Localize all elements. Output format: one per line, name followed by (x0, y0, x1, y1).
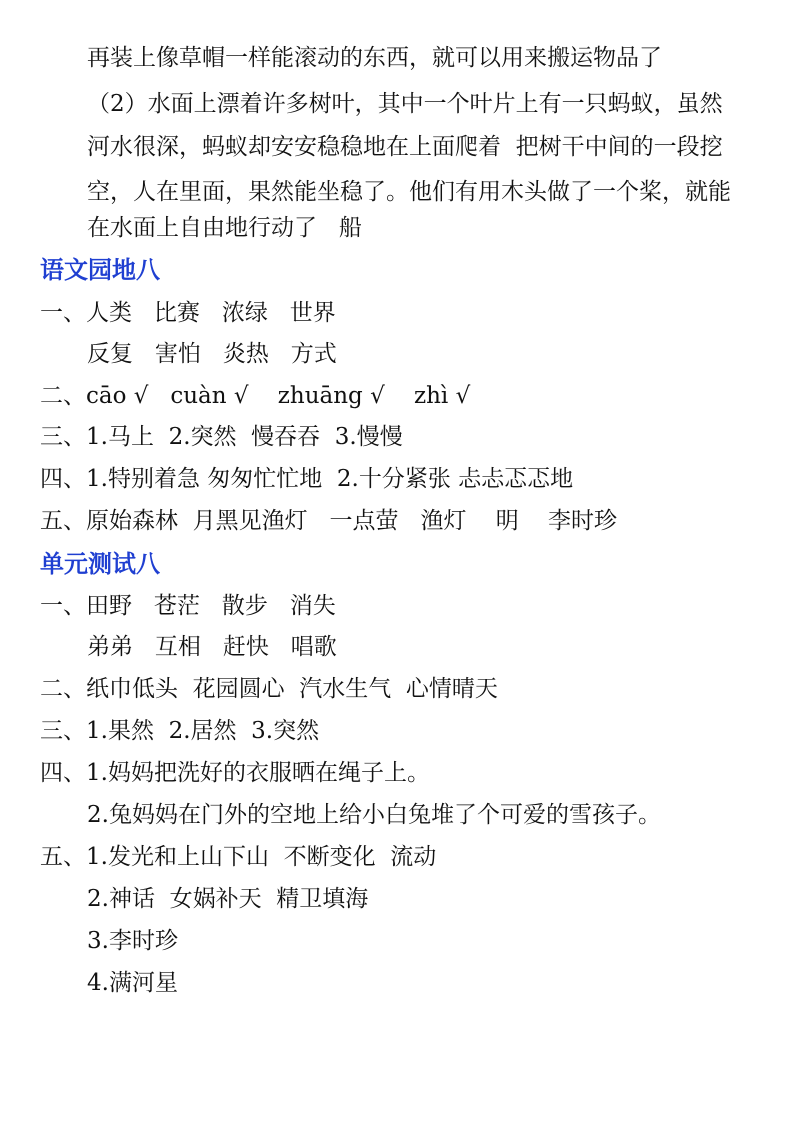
answer-q2: 二、cāo √ cuàn √ zhuāng √ zhì √ (40, 383, 471, 409)
test-q1-row2: 弟弟 互相 赶快 唱歌 (87, 634, 337, 660)
test-q5-row2: 2.神话 女娲补天 精卫填海 (87, 886, 369, 912)
section-heading-unit-test: 单元测试八 (40, 550, 160, 578)
passage-line-4: 空，人在里面，果然能坐稳了。他们有用木头做了一个桨，就能 (87, 179, 731, 205)
passage-line-3: 河水很深，蚂蚁却安安稳稳地在上面爬着 把树干中间的一段挖 (87, 134, 723, 160)
section-heading-yuwen-yuandi: 语文园地八 (40, 256, 160, 284)
passage-line-1: 再装上像草帽一样能滚动的东西，就可以用来搬运物品了 (87, 45, 662, 71)
test-q1-row1: 一、田野 苍茫 散步 消失 (40, 593, 336, 619)
answer-q4: 四、1.特别着急 匆匆忙忙地 2.十分紧张 忐忐忑忑地 (40, 466, 574, 492)
test-q4-row1: 四、1.妈妈把洗好的衣服晒在绳子上。 (40, 760, 430, 786)
passage-line-5: 在水面上自由地行动了 船 (87, 215, 362, 241)
answer-q1-row2: 反复 害怕 炎热 方式 (87, 341, 337, 367)
test-q5-row4: 4.满河星 (87, 970, 178, 996)
test-q5-row3: 3.李时珍 (87, 928, 178, 954)
test-q5-row1: 五、1.发光和上山下山 不断变化 流动 (40, 844, 437, 870)
test-q2: 二、纸巾低头 花园圆心 汽水生气 心情晴天 (40, 676, 498, 702)
answer-q3: 三、1.马上 2.突然 慢吞吞 3.慢慢 (40, 424, 403, 450)
test-q4-row2: 2.兔妈妈在门外的空地上给小白兔堆了个可爱的雪孩子。 (87, 802, 661, 828)
answer-q5: 五、原始森林 月黑见渔灯 一点萤 渔灯 明 李时珍 (40, 508, 617, 534)
passage-line-2: （2）水面上漂着许多树叶，其中一个叶片上有一只蚂蚁，虽然 (87, 91, 723, 117)
answer-q1-row1: 一、人类 比赛 浓绿 世界 (40, 300, 336, 326)
test-q3: 三、1.果然 2.居然 3.突然 (40, 718, 320, 744)
